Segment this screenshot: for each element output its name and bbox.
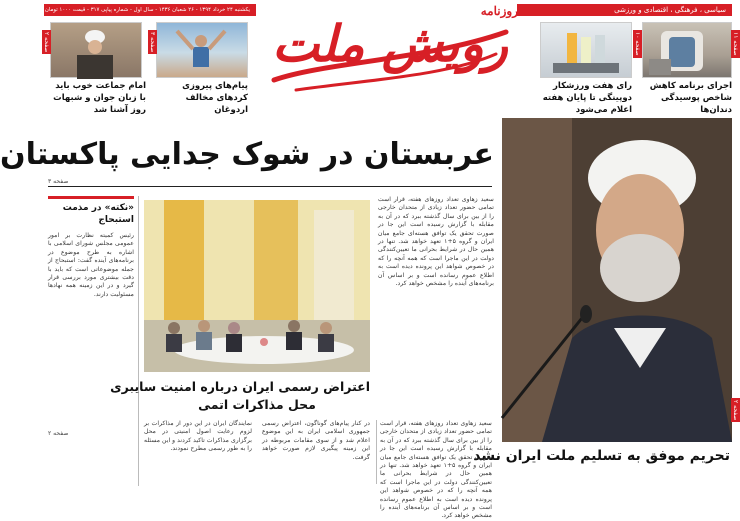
teaser-caption[interactable]: رای هفت ورزشکار دوپینگی تا پایان هفته اعلام می‌شود xyxy=(542,81,632,115)
column-divider xyxy=(376,420,377,484)
side-column: رئیس کمیته نظارت بر امور عمومی مجلس شورای اسلامی با اشاره به طرح موضوع در برنامه‌های آینده گفت: استبحاج از جمله موضوعاتی است که باید با دقت بیشتری مورد بررسی قرار گیرد و در این زمینه همه نهادها مسئولیت دارند. xyxy=(48,232,134,298)
side-headline[interactable]: «نکته» در مذمت استبحاج xyxy=(62,203,134,225)
teaser-photo[interactable] xyxy=(156,22,248,78)
cleric-photo-icon xyxy=(49,23,141,79)
page-ref: صفحه ۳ xyxy=(48,178,69,185)
article-column: سعید زهاوی تعداد روزهای هفته، قرار است تمامی حضور تعداد زیادی از متحدان خارجی را از بین برای سال گذشته ببرد که در آن به مقابله با گزارش رسیده است این جا در صورت تحقق یک توافق هسته‌ای جامع میان ایران و گروه ۵+۱ تعهد خواهد شد. تنها در همین حال در شرایط بحرانی ما تعیین‌کنندگی دولت در این ماجرا است که همه آنچه را که در خصوص شواهد این پرونده دیده است به اطلاع عموم رسانده است و بر اساس آن برنامه‌های آینده را مشخص خواهد کرد. xyxy=(378,196,494,288)
page-badge: صفحه ۲ xyxy=(732,400,739,421)
meeting-photo[interactable] xyxy=(144,200,370,372)
portrait-photo[interactable] xyxy=(502,118,732,442)
page-badge: صفحه ۲ xyxy=(43,32,50,53)
page-ref: صفحه ۲ xyxy=(48,430,69,437)
column-divider xyxy=(138,196,139,486)
doping-samples-icon xyxy=(539,23,631,79)
divider xyxy=(48,186,492,187)
teaser-photo[interactable] xyxy=(540,22,632,78)
masthead-logo xyxy=(256,2,524,102)
section-bar: سیاسی ، فرهنگی ، اقتصادی و ورزشی xyxy=(517,4,732,16)
teaser-photo[interactable] xyxy=(50,22,142,78)
page-badge: صفحه ۳ xyxy=(149,32,156,53)
teaser-caption[interactable]: امام جماعت خوب باید با زبان جوان و شبهات روز آشنا شد xyxy=(53,81,146,115)
page-badge: صفحه ۱۱ xyxy=(732,32,739,56)
rally-photo-icon xyxy=(155,23,247,79)
portrait-figure-icon xyxy=(502,118,732,442)
page-badge: صفحه ۱۰ xyxy=(634,32,641,56)
negotiation-table-icon xyxy=(144,200,370,372)
main-headline[interactable]: عربستان در شوک جدایی پاکستان xyxy=(0,137,494,172)
date-bar: یکشنبه ۲۴ خرداد ۱۳۹۴ - ۲۶ شعبان ۱۴۳۶ - سال اول - شماره پیاپی ۳۱۷ - قیمت ۱۰۰۰ تومان xyxy=(44,4,256,16)
side-accent xyxy=(48,196,134,199)
masthead-title: رویش ملت xyxy=(272,14,508,73)
teaser-caption[interactable]: پیام‌های پیروزی کردهای مخالف اردوغان xyxy=(182,81,248,115)
teaser-caption[interactable]: اجرای برنامه کاهش شاخص پوسیدگی دندان‌ها xyxy=(649,81,732,115)
second-headline[interactable]: اعتراض رسمی ایران درباره امنیت سایبری xyxy=(110,379,370,394)
masthead-prefix: روزنامه xyxy=(480,4,518,18)
article-column: نمایندگان ایران در این دور از مذاکرات بر لزوم رعایت اصول امنیتی در محل برگزاری مذاکرات تاکید کردند و این مسئله را به طور رسمی مطرح نمودند. xyxy=(144,420,252,453)
article-column: در کنار پیام‌های گوناگون، اعتراض رسمی جمهوری اسلامی ایران به این موضوع اعلام شد و از سوی مقامات مربوطه در این زمینه پیگیری لازم صورت خواهد گرفت. xyxy=(262,420,370,461)
second-headline-line2[interactable]: محل مذاکرات اتمی xyxy=(198,397,316,412)
photo-caption[interactable]: تحریم موفق به تسلیم ملت ایران نشد xyxy=(473,448,730,464)
dental-photo-icon xyxy=(641,23,731,79)
article-column: سعید زهاوی تعداد روزهای هفته، قرار است تمامی حضور تعداد زیادی از متحدان خارجی را از بین برای سال گذشته ببرد که در آن به مقابله با گزارش رسیده است این جا در صورت تحقق یک توافق هسته‌ای جامع میان ایران و گروه ۵+۱ تعهد خواهد شد. تنها در همین حال در شرایط بحرانی ما تعیین‌کنندگی دولت در این ماجرا است که همه آنچه را که در خصوص شواهد این پرونده دیده است به اطلاع عموم رسانده است و بر اساس آن برنامه‌های آینده را مشخص خواهد کرد. xyxy=(380,420,492,520)
teaser-photo[interactable] xyxy=(642,22,732,78)
